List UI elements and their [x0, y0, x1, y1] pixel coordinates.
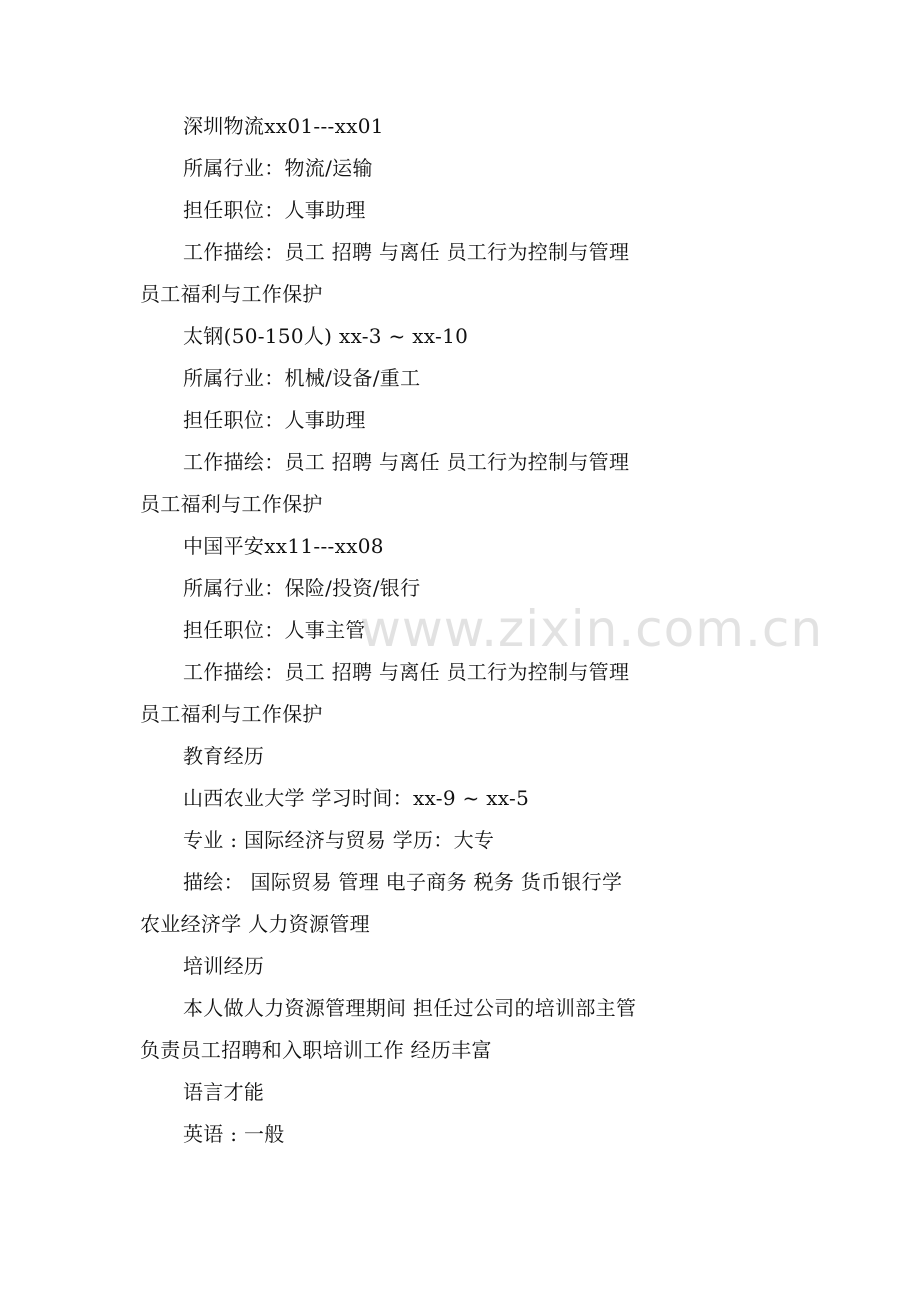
company-1-description: 工作描绘：员工 招聘 与离任 员工行为控制与管理 [183, 240, 630, 264]
company-1-description-cont: 员工福利与工作保护 [140, 282, 323, 306]
company-2-title: 太钢(50-150人) xx-3 ~ xx-10 [183, 324, 469, 348]
company-2-industry: 所属行业：机械/设备/重工 [183, 366, 421, 390]
company-2-description-cont: 员工福利与工作保护 [140, 492, 323, 516]
company-1-title: 深圳物流xx01---xx01 [183, 114, 384, 138]
company-2-description: 工作描绘：员工 招聘 与离任 员工行为控制与管理 [183, 450, 630, 474]
education-heading: 教育经历 [183, 744, 265, 768]
company-3-description-cont: 员工福利与工作保护 [140, 702, 323, 726]
company-1-industry: 所属行业：物流/运输 [183, 156, 373, 180]
education-school: 山西农业大学 学习时间：xx-9 ~ xx-5 [183, 786, 530, 810]
company-3-title: 中国平安xx11---xx08 [183, 534, 384, 558]
education-description-cont: 农业经济学 人力资源管理 [140, 912, 370, 936]
language-heading: 语言才能 [183, 1080, 265, 1104]
company-2-position: 担任职位：人事助理 [183, 408, 366, 432]
training-heading: 培训经历 [183, 954, 265, 978]
training-description: 本人做人力资源管理期间 担任过公司的培训部主管 [183, 996, 637, 1020]
training-description-cont: 负责员工招聘和入职培训工作 经历丰富 [140, 1038, 492, 1062]
education-description: 描绘： 国际贸易 管理 电子商务 税务 货币银行学 [183, 870, 623, 894]
watermark: www.zixin.com.cn [360, 600, 824, 658]
company-3-position: 担任职位：人事主管 [183, 618, 366, 642]
company-3-description: 工作描绘：员工 招聘 与离任 员工行为控制与管理 [183, 660, 630, 684]
company-3-industry: 所属行业：保险/投资/银行 [183, 576, 421, 600]
education-major: 专业 : 国际经济与贸易 学历：大专 [183, 828, 495, 852]
company-1-position: 担任职位：人事助理 [183, 198, 366, 222]
language-english: 英语 : 一般 [183, 1122, 285, 1146]
